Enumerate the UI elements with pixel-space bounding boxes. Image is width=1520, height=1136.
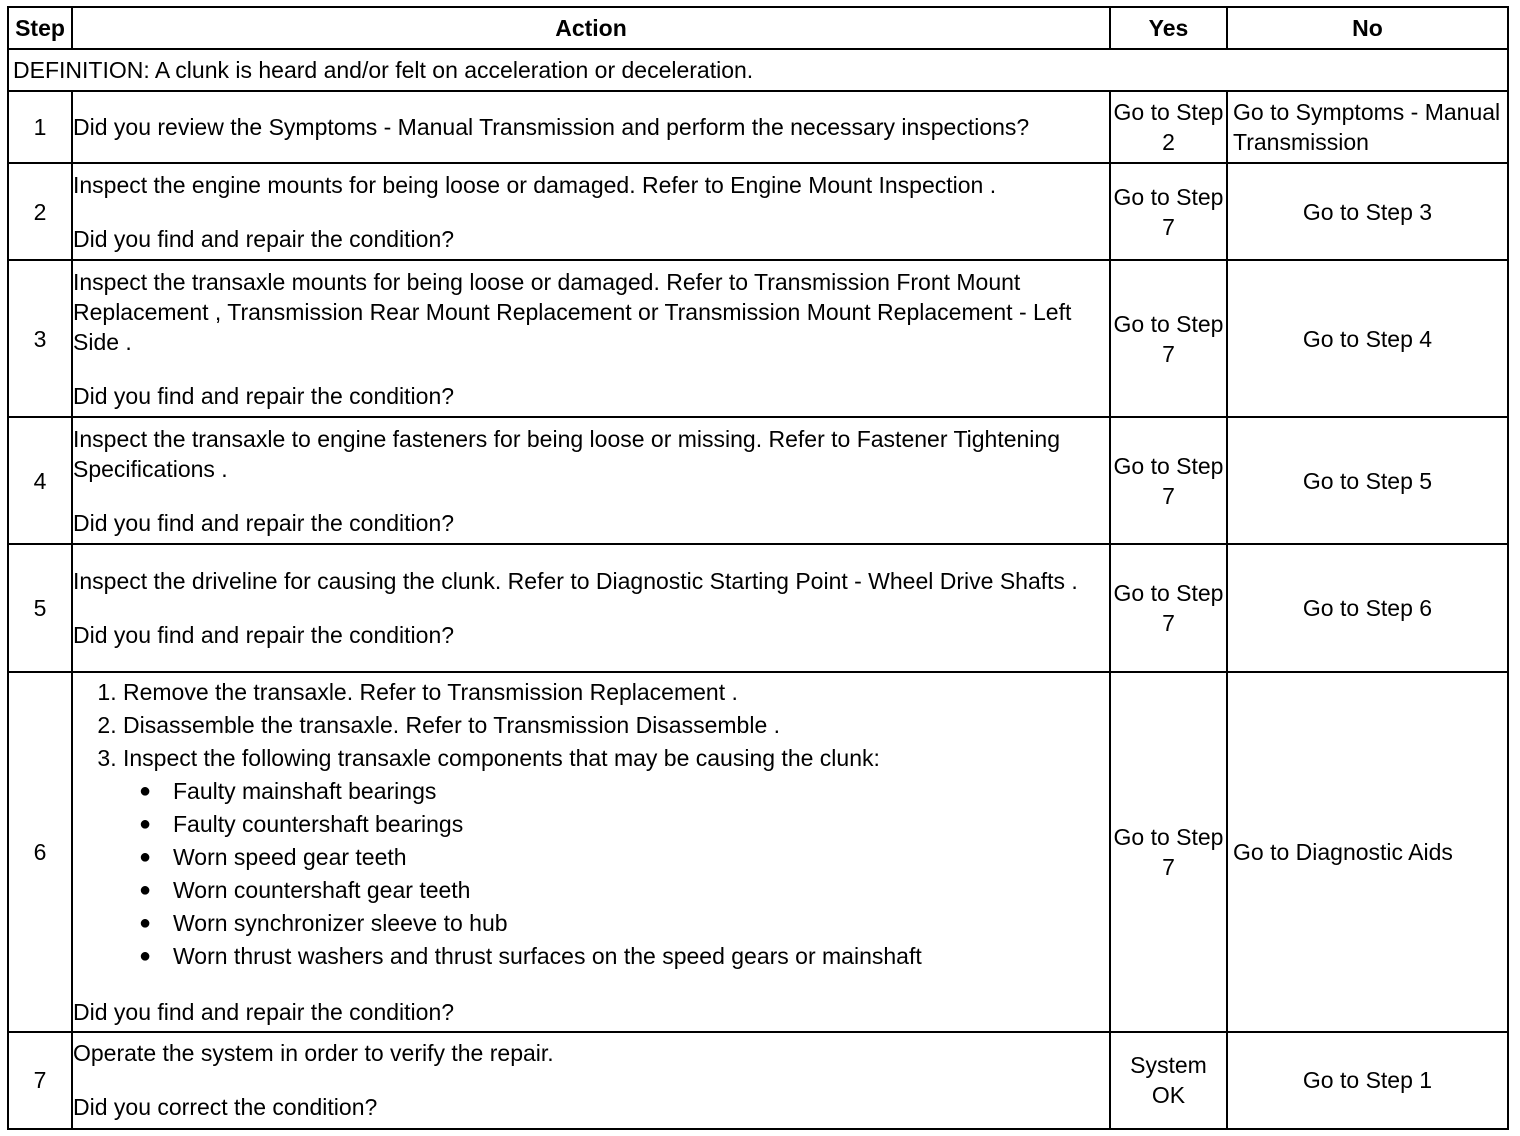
step-number: 3 xyxy=(8,260,72,417)
component-item: ● Worn synchronizer sleeve to hub xyxy=(173,907,1109,940)
header-yes: Yes xyxy=(1110,7,1227,49)
component-item: ● Faulty mainshaft bearings xyxy=(173,775,1109,808)
action-question: Did you find and repair the condition? xyxy=(73,621,455,648)
yes-link[interactable]: Go to Step 7 xyxy=(1113,310,1224,367)
substep-text: Inspect the following transaxle components that may be causing the clunk: xyxy=(123,745,880,772)
yes-cell xyxy=(1110,672,1227,1032)
yes-cell xyxy=(1110,417,1227,544)
no-cell xyxy=(1227,672,1508,1032)
substep-item xyxy=(123,742,1109,973)
component-item: ● Worn thrust washers and thrust surfaces on the speed gears or mainshaft xyxy=(173,940,1109,973)
substep-list xyxy=(73,676,1109,973)
table-row xyxy=(8,91,1508,163)
substep-item: 2. Disassemble the transaxle. Refer to Transmission Disassemble . xyxy=(123,709,1109,742)
action-text: Inspect the transaxle to engine fasteners for being loose or missing. Refer to Fastener Tightening Specifications . xyxy=(73,425,1061,482)
step-number: 1 xyxy=(8,91,72,163)
action-text: Did you review the Symptoms - Manual Transmission and perform the necessary inspections? xyxy=(72,91,1110,163)
yes-link[interactable]: Go to Step 2 xyxy=(1113,99,1224,156)
table-row xyxy=(8,544,1508,671)
yes-cell xyxy=(1110,91,1227,163)
action-text: Inspect the transaxle mounts for being loose or damaged. Refer to Transmission Front Mount Replacement , Transmission Rear Mount Replacement or Transmission Mount Replacement - Left Side . xyxy=(73,268,1072,355)
yes-link[interactable]: Go to Step 7 xyxy=(1113,183,1224,240)
action-text: Operate the system in order to verify the repair. xyxy=(73,1040,554,1067)
no-cell xyxy=(1227,91,1508,163)
action-question: Did you find and repair the condition? xyxy=(73,999,455,1026)
table-row xyxy=(8,417,1508,544)
action-cell xyxy=(72,417,1110,544)
no-link[interactable]: Go to Symptoms - Manual Transmission xyxy=(1233,99,1501,156)
action-cell xyxy=(72,260,1110,417)
step-number: 6 xyxy=(8,672,72,1032)
yes-cell xyxy=(1110,544,1227,671)
no-cell xyxy=(1227,1032,1508,1129)
table-row xyxy=(8,260,1508,417)
action-text: Inspect the driveline for causing the clunk. Refer to Diagnostic Starting Point - Wheel Drive Shafts . xyxy=(73,567,1078,594)
step-number: 7 xyxy=(8,1032,72,1129)
no-link[interactable]: Go to Step 3 xyxy=(1302,198,1433,225)
definition-row xyxy=(8,49,1508,91)
step-number: 5 xyxy=(8,544,72,671)
no-link[interactable]: Go to Step 6 xyxy=(1302,594,1433,621)
action-cell xyxy=(72,163,1110,260)
component-item: ● Worn speed gear teeth xyxy=(173,841,1109,874)
table-row xyxy=(8,672,1508,1032)
no-cell xyxy=(1227,417,1508,544)
action-question: Did you find and repair the condition? xyxy=(73,382,455,409)
header-no: No xyxy=(1227,7,1508,49)
step-number: 2 xyxy=(8,163,72,260)
no-cell xyxy=(1227,544,1508,671)
header-step: Step xyxy=(8,7,72,49)
table-row xyxy=(8,163,1508,260)
header-row xyxy=(8,7,1508,49)
yes-cell xyxy=(1110,1032,1227,1129)
action-question: Did you correct the condition? xyxy=(73,1094,378,1121)
no-link[interactable]: Go to Step 5 xyxy=(1302,467,1433,494)
component-list xyxy=(123,775,1109,973)
yes-cell xyxy=(1110,260,1227,417)
action-cell xyxy=(72,1032,1110,1129)
action-cell xyxy=(72,544,1110,671)
no-link[interactable]: Go to Diagnostic Aids xyxy=(1233,838,1453,865)
yes-link[interactable]: Go to Step 7 xyxy=(1113,579,1224,636)
no-cell xyxy=(1227,260,1508,417)
component-item: ● Worn countershaft gear teeth xyxy=(173,874,1109,907)
action-text: Inspect the engine mounts for being loose or damaged. Refer to Engine Mount Inspection . xyxy=(73,171,997,198)
yes-link[interactable]: Go to Step 7 xyxy=(1113,823,1224,880)
header-action: Action xyxy=(72,7,1110,49)
action-question: Did you find and repair the condition? xyxy=(73,225,455,252)
action-question: Did you find and repair the condition? xyxy=(73,509,455,536)
action-cell xyxy=(72,672,1110,1032)
substep-item: 1. Remove the transaxle. Refer to Transmission Replacement . xyxy=(123,676,1109,709)
definition-text: DEFINITION: A clunk is heard and/or felt on acceleration or deceleration. xyxy=(8,49,1508,91)
yes-cell xyxy=(1110,163,1227,260)
no-link[interactable]: Go to Step 4 xyxy=(1302,325,1433,352)
table-row xyxy=(8,1032,1508,1129)
component-item: ● Faulty countershaft bearings xyxy=(173,808,1109,841)
no-link[interactable]: Go to Step 1 xyxy=(1302,1067,1433,1094)
yes-link[interactable]: Go to Step 7 xyxy=(1113,452,1224,509)
yes-result: System OK xyxy=(1130,1052,1207,1109)
step-number: 4 xyxy=(8,417,72,544)
diagnostic-table xyxy=(7,6,1509,1130)
no-cell xyxy=(1227,163,1508,260)
